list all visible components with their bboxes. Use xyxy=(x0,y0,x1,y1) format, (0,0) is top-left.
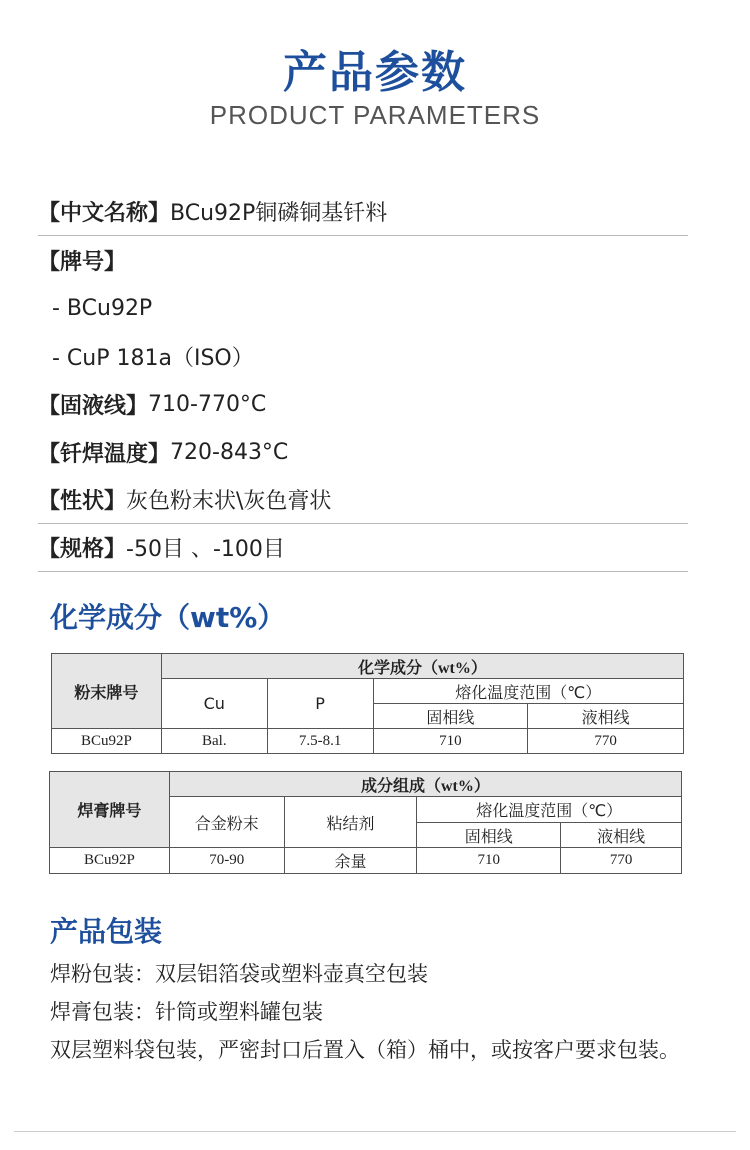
param-label: 【性状】 xyxy=(38,489,127,514)
param-row-spec xyxy=(38,524,688,572)
page-title: 产品参数 xyxy=(283,47,467,98)
table-header-alloy-powder: 合金粉末 xyxy=(169,797,284,848)
param-label: 【规格】 xyxy=(38,537,127,562)
parameter-list xyxy=(38,188,688,572)
composition-title: 化学成分（wt%） xyxy=(50,601,286,634)
table-header-solidus: 固相线 xyxy=(373,704,528,729)
cell-cu: Bal. xyxy=(161,729,267,754)
cell-binder: 余量 xyxy=(284,848,417,874)
cell-grade: BCu92P xyxy=(50,848,170,874)
param-row-form xyxy=(38,476,688,524)
table-header-binder: 粘结剂 xyxy=(284,797,417,848)
param-value: -50目 、-100目 xyxy=(126,537,285,562)
param-row-grade-item xyxy=(38,332,688,380)
param-row-solidus xyxy=(38,380,688,428)
table-header-p: P xyxy=(267,679,373,729)
table-row xyxy=(52,729,684,754)
cell-solidus: 710 xyxy=(373,729,528,754)
param-value: 710-770°C xyxy=(148,391,267,417)
param-label: 【中文名称】 xyxy=(38,201,171,226)
cell-p: 7.5-8.1 xyxy=(267,729,373,754)
cell-solidus: 710 xyxy=(417,848,561,874)
cell-grade: BCu92P xyxy=(52,729,162,754)
param-value: 灰色粉末状\灰色膏状 xyxy=(126,489,332,514)
param-label: 【牌号】 xyxy=(38,249,127,275)
table-header-grade: 焊膏牌号 xyxy=(50,772,170,848)
param-label: 【钎焊温度】 xyxy=(38,441,171,467)
table-header-liquidus: 液相线 xyxy=(561,823,682,848)
packaging-line: 焊粉包装：双层铝箔袋或塑料壶真空包装 xyxy=(50,962,428,986)
table-header-group: 成分组成（wt%） xyxy=(169,772,681,797)
powder-composition-table xyxy=(51,653,684,754)
page-subtitle: PRODUCT PARAMETERS xyxy=(209,100,541,130)
param-value: BCu92P铜磷铜基钎料 xyxy=(170,201,388,226)
param-row-grade-item xyxy=(38,284,688,332)
cell-alloy-powder: 70-90 xyxy=(169,848,284,874)
paste-composition-table xyxy=(49,771,682,874)
param-label: 【固液线】 xyxy=(38,393,149,419)
table-header-solidus: 固相线 xyxy=(417,823,561,848)
cell-liquidus: 770 xyxy=(528,729,684,754)
packaging-text xyxy=(50,955,700,1069)
table-header-cu: Cu xyxy=(161,679,267,729)
table-header-group: 化学成分（wt%） xyxy=(161,654,683,679)
table-row xyxy=(50,848,682,874)
table-header-melt-range: 熔化温度范围（℃） xyxy=(373,679,683,704)
cell-liquidus: 770 xyxy=(561,848,682,874)
param-value: 720-843°C xyxy=(170,439,289,465)
packaging-line: 焊膏包装：针筒或塑料罐包装 xyxy=(50,1000,323,1024)
packaging-line: 双层塑料袋包装，严密封口后置入（箱）桶中，或按客户要求包装。 xyxy=(50,1038,680,1062)
table-header-grade: 粉末牌号 xyxy=(52,654,162,729)
param-value: - BCu92P xyxy=(52,295,153,321)
param-row-name xyxy=(38,188,688,236)
table-header-melt-range: 熔化温度范围（℃） xyxy=(417,797,682,823)
param-row-grade xyxy=(38,236,688,284)
param-value: - CuP 181a（ISO） xyxy=(52,345,254,371)
table-header-liquidus: 液相线 xyxy=(528,704,684,729)
packaging-title: 产品包装 xyxy=(50,915,163,948)
param-row-brazing-temp xyxy=(38,428,688,476)
divider xyxy=(14,1131,736,1132)
